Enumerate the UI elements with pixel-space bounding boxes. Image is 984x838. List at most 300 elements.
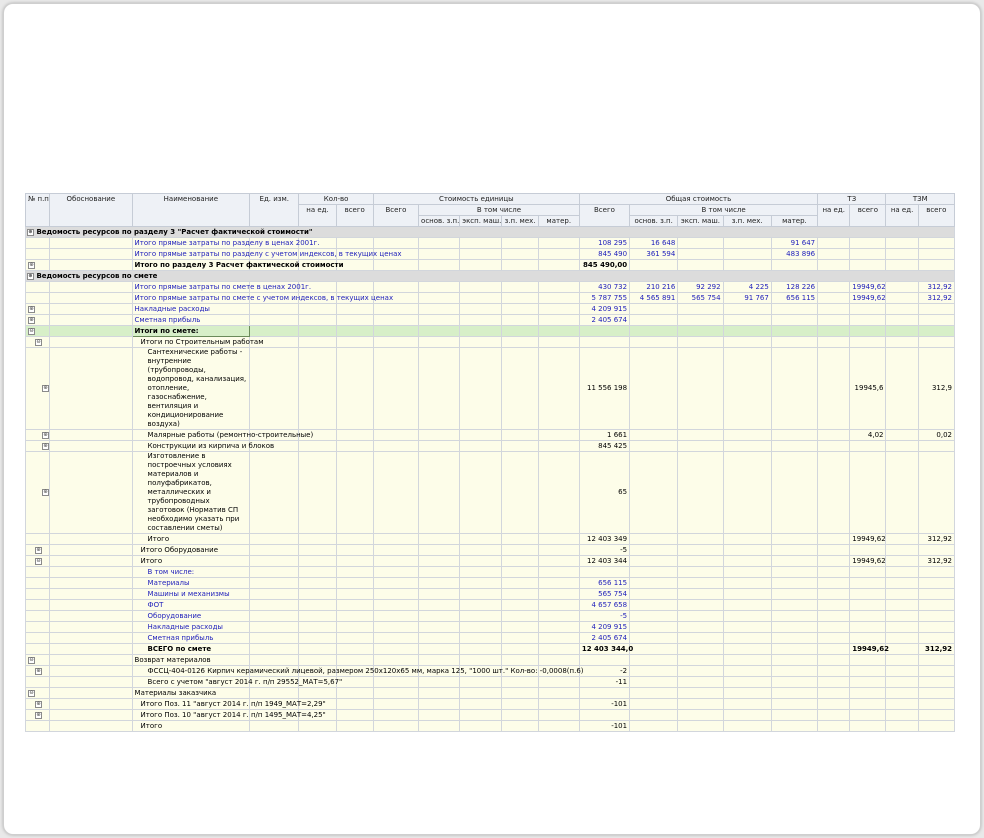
uc-total-cell (373, 721, 418, 732)
basis-cell (50, 534, 132, 545)
tz-total-cell (850, 710, 886, 721)
uc-mach-cell (460, 260, 502, 271)
uc-total-cell (373, 260, 418, 271)
expand-icon[interactable]: ⊕ (36, 700, 41, 707)
tzm-total-cell: 312,92 (918, 293, 954, 304)
total-cost-cell (579, 326, 629, 337)
tz-unit-cell (818, 238, 850, 249)
table-row[interactable] (26, 710, 955, 721)
uc-mat-cell (538, 249, 579, 260)
name-cell[interactable]: Итого (132, 534, 250, 545)
col-tc-wage-header[interactable]: основ. з.п. (630, 216, 678, 227)
col-tzm-total-header[interactable]: всего (918, 205, 954, 227)
total-cost-cell: -2 (579, 666, 629, 677)
tz-unit-cell (818, 567, 850, 578)
table-row[interactable] (26, 304, 955, 315)
tz-total-cell (850, 677, 886, 688)
expand-icon[interactable]: ⊕ (43, 384, 48, 391)
row-num-cell (26, 578, 50, 589)
name-cell[interactable]: В том числе: (132, 567, 250, 578)
qty-total-cell (336, 326, 373, 337)
total-mat-cell (771, 452, 817, 534)
collapse-icon[interactable]: ⊖ (36, 557, 41, 564)
table-row[interactable] (26, 589, 955, 600)
col-tzm-header[interactable]: ТЗМ (886, 194, 955, 205)
total-cost-cell: 12 403 349 (579, 534, 629, 545)
col-tc-mwage-header[interactable]: з.п. мех. (723, 216, 771, 227)
unit-cell (250, 578, 299, 589)
name-cell[interactable]: Сантехнические работы - внутренние (трубопроводы, водопровод, канализация, отопление, газоснабжение, вентиляция и кондиционирование воздуха) (132, 348, 250, 430)
tzm-unit-cell (886, 260, 918, 271)
uc-mwage-cell (502, 655, 538, 666)
tzm-total-cell (918, 677, 954, 688)
tz-total-cell (850, 699, 886, 710)
collapse-icon[interactable]: ⊖ (29, 689, 34, 696)
total-wage-cell (630, 260, 678, 271)
table-row[interactable] (26, 282, 955, 293)
col-unit-header[interactable]: Ед. изм. (250, 194, 299, 227)
total-cost-cell: 4 209 915 (579, 622, 629, 633)
basis-cell (50, 441, 132, 452)
uc-wage-cell (419, 337, 460, 348)
name-cell[interactable]: Итого прямые затраты по разделу в ценах 2001г. (132, 238, 250, 249)
collapse-icon[interactable]: ⊖ (36, 338, 41, 345)
uc-wage-cell (419, 545, 460, 556)
name-cell[interactable]: Итого (132, 721, 250, 732)
total-mwage-cell: 91 767 (723, 293, 771, 304)
total-wage-cell (630, 545, 678, 556)
table-row[interactable] (26, 666, 955, 677)
name-cell[interactable]: Материалы (132, 578, 250, 589)
table-row[interactable] (26, 441, 955, 452)
qty-total-cell (336, 348, 373, 430)
table-row[interactable] (26, 430, 955, 441)
uc-mwage-cell (502, 710, 538, 721)
uc-wage-cell (419, 534, 460, 545)
tz-unit-cell (818, 348, 850, 430)
expand-icon[interactable]: ⊕ (36, 667, 41, 674)
table-row[interactable] (26, 260, 955, 271)
tz-unit-cell (818, 441, 850, 452)
total-cost-cell: 4 657 658 (579, 600, 629, 611)
expand-icon[interactable]: ⊕ (43, 488, 48, 495)
expand-icon[interactable]: ⊕ (29, 261, 34, 268)
qty-total-cell (336, 534, 373, 545)
name-cell[interactable]: Сметная прибыль (132, 633, 250, 644)
total-mach-cell (678, 430, 723, 441)
total-mat-cell (771, 441, 817, 452)
table-row[interactable] (26, 249, 955, 260)
name-cell[interactable]: Итого (132, 556, 250, 567)
uc-mwage-cell (502, 249, 538, 260)
col-total-cost-header[interactable]: Общая стоимость (579, 194, 817, 205)
tz-unit-cell (818, 249, 850, 260)
table-row[interactable] (26, 227, 955, 238)
uc-wage-cell (419, 304, 460, 315)
name-cell[interactable]: Итого прямые затраты по разделу с учетом индексов, в текущих ценах (132, 249, 250, 260)
expand-icon[interactable]: ⊕ (29, 316, 34, 323)
total-wage-cell: 210 216 (630, 282, 678, 293)
tz-unit-cell (818, 337, 850, 348)
basis-cell (50, 710, 132, 721)
total-mwage-cell (723, 677, 771, 688)
tz-total-cell: 19949,62 (850, 644, 886, 655)
expand-icon[interactable]: ⊕ (28, 228, 33, 235)
uc-wage-cell (419, 578, 460, 589)
total-mwage-cell (723, 545, 771, 556)
uc-mwage-cell (502, 293, 538, 304)
table-row[interactable] (26, 567, 955, 578)
uc-mat-cell (538, 545, 579, 556)
uc-mat-cell (538, 578, 579, 589)
total-mach-cell (678, 260, 723, 271)
uc-mwage-cell (502, 315, 538, 326)
total-cost-cell: 656 115 (579, 578, 629, 589)
total-mwage-cell (723, 337, 771, 348)
tzm-total-cell (918, 622, 954, 633)
total-mat-cell: 656 115 (771, 293, 817, 304)
uc-total-cell (373, 677, 418, 688)
uc-wage-cell (419, 710, 460, 721)
col-name-header[interactable]: Наименование (132, 194, 250, 227)
table-row[interactable] (26, 293, 955, 304)
uc-wage-cell (419, 699, 460, 710)
col-tzm-unit-header[interactable]: на ед. (886, 205, 918, 227)
qty-unit-cell (299, 633, 336, 644)
name-cell[interactable]: Всего с учетом "август 2014 г. п/п 29552_МАТ=5,67" (132, 677, 250, 688)
uc-mach-cell (460, 611, 502, 622)
uc-total-cell (373, 688, 418, 699)
basis-cell (50, 578, 132, 589)
col-tc-mach-header[interactable]: эксп. маш. (678, 216, 723, 227)
uc-wage-cell (419, 567, 460, 578)
expand-icon[interactable]: ⊕ (36, 546, 41, 553)
col-uc-wage-header[interactable]: основ. з.п. (419, 216, 460, 227)
col-basis-header[interactable]: Обоснование (50, 194, 132, 227)
uc-total-cell (373, 238, 418, 249)
uc-mach-cell (460, 721, 502, 732)
tzm-unit-cell (886, 578, 918, 589)
expand-icon[interactable]: ⊕ (43, 442, 48, 449)
qty-unit-cell (299, 622, 336, 633)
qty-unit-cell (299, 567, 336, 578)
section-title: Ведомость ресурсов по смете (36, 272, 158, 280)
row-num-cell (26, 556, 50, 567)
name-cell[interactable]: Машины и механизмы (132, 589, 250, 600)
tzm-total-cell: 312,9 (918, 348, 954, 430)
estimate-table (25, 193, 955, 732)
name-cell[interactable]: Накладные расходы (132, 304, 250, 315)
table-row[interactable] (26, 556, 955, 567)
table-row[interactable] (26, 271, 955, 282)
qty-total-cell (336, 430, 373, 441)
tz-total-cell: 19949,62 (850, 556, 886, 567)
uc-mach-cell (460, 622, 502, 633)
uc-mat-cell (538, 315, 579, 326)
total-mach-cell (678, 677, 723, 688)
table-row[interactable] (26, 545, 955, 556)
unit-cell (250, 315, 299, 326)
qty-total-cell (336, 337, 373, 348)
name-cell[interactable]: Итого прямые затраты по смете с учетом индексов, в текущих ценах (132, 293, 250, 304)
table-row[interactable] (26, 699, 955, 710)
uc-wage-cell (419, 441, 460, 452)
table-row[interactable] (26, 326, 955, 337)
total-mat-cell: 483 896 (771, 249, 817, 260)
col-unit-cost-header[interactable]: Стоимость единицы (373, 194, 579, 205)
total-mwage-cell (723, 304, 771, 315)
total-mach-cell (678, 545, 723, 556)
unit-cell (250, 633, 299, 644)
total-mach-cell (678, 589, 723, 600)
name-cell[interactable]: Малярные работы (ремонтно-строительные) (132, 430, 250, 441)
table-row[interactable] (26, 688, 955, 699)
total-mat-cell (771, 326, 817, 337)
name-cell[interactable]: Итоги по Строительным работам (132, 337, 250, 348)
basis-cell (50, 567, 132, 578)
tzm-total-cell (918, 337, 954, 348)
name-cell[interactable]: Сметная прибыль (132, 315, 250, 326)
uc-mwage-cell (502, 600, 538, 611)
total-mat-cell (771, 315, 817, 326)
unit-cell (250, 567, 299, 578)
table-row[interactable] (26, 534, 955, 545)
tzm-unit-cell (886, 688, 918, 699)
total-wage-cell: 361 594 (630, 249, 678, 260)
name-cell[interactable]: ВСЕГО по смете (132, 644, 250, 655)
tz-total-cell (850, 249, 886, 260)
uc-mwage-cell (502, 545, 538, 556)
collapse-icon[interactable]: ⊖ (29, 656, 34, 663)
uc-total-cell (373, 452, 418, 534)
total-cost-cell: 108 295 (579, 238, 629, 249)
tz-unit-cell (818, 666, 850, 677)
table-row[interactable] (26, 348, 955, 430)
name-cell[interactable]: Возврат материалов (132, 655, 250, 666)
uc-mwage-cell (502, 260, 538, 271)
basis-cell (50, 337, 132, 348)
table-row[interactable] (26, 600, 955, 611)
total-mwage-cell (723, 589, 771, 600)
uc-total-cell (373, 578, 418, 589)
total-mwage-cell (723, 633, 771, 644)
tzm-unit-cell (886, 600, 918, 611)
name-cell[interactable]: ФССЦ-404-0126 Кирпич керамический лицевой, размером 250х120х65 мм, марка 125, "1000 шт." Кол-во: -0,0008(п.6) (132, 666, 250, 677)
uc-total-cell (373, 304, 418, 315)
uc-wage-cell (419, 622, 460, 633)
qty-total-cell (336, 699, 373, 710)
total-mwage-cell (723, 348, 771, 430)
total-mach-cell: 565 754 (678, 293, 723, 304)
col-qty-unit-header[interactable]: на ед. (299, 205, 336, 227)
uc-total-cell (373, 337, 418, 348)
uc-mat-cell (538, 282, 579, 293)
total-mach-cell (678, 452, 723, 534)
total-wage-cell (630, 556, 678, 567)
total-mat-cell (771, 589, 817, 600)
name-cell[interactable]: Конструкции из кирпича и блоков (132, 441, 250, 452)
table-row[interactable] (26, 633, 955, 644)
col-uc-mach-header[interactable]: эксп. маш. (460, 216, 502, 227)
uc-total-cell (373, 545, 418, 556)
uc-mat-cell (538, 677, 579, 688)
tz-total-cell: 4,02 (850, 430, 886, 441)
uc-mat-cell (538, 293, 579, 304)
row-num-cell (26, 699, 50, 710)
basis-cell (50, 238, 132, 249)
total-wage-cell (630, 633, 678, 644)
collapse-icon[interactable]: ⊖ (29, 327, 34, 334)
uc-mach-cell (460, 430, 502, 441)
uc-mat-cell (538, 430, 579, 441)
basis-cell (50, 315, 132, 326)
table-row[interactable] (26, 677, 955, 688)
col-qty-header[interactable]: Кол-во (299, 194, 373, 205)
uc-mach-cell (460, 655, 502, 666)
tz-unit-cell (818, 430, 850, 441)
row-num-cell (26, 249, 50, 260)
table-row[interactable] (26, 611, 955, 622)
uc-mat-cell (538, 699, 579, 710)
uc-mach-cell (460, 452, 502, 534)
uc-mwage-cell (502, 589, 538, 600)
col-tz-header[interactable]: ТЗ (818, 194, 886, 205)
table-row[interactable] (26, 238, 955, 249)
name-cell[interactable]: Накладные расходы (132, 622, 250, 633)
tzm-unit-cell (886, 710, 918, 721)
uc-mach-cell (460, 578, 502, 589)
uc-mat-cell (538, 655, 579, 666)
tzm-unit-cell (886, 534, 918, 545)
basis-cell (50, 633, 132, 644)
total-wage-cell (630, 589, 678, 600)
tzm-unit-cell (886, 666, 918, 677)
col-tz-unit-header[interactable]: на ед. (818, 205, 850, 227)
unit-cell (250, 556, 299, 567)
uc-mwage-cell (502, 304, 538, 315)
uc-total-cell (373, 611, 418, 622)
total-mat-cell (771, 304, 817, 315)
tzm-total-cell (918, 600, 954, 611)
total-wage-cell (630, 655, 678, 666)
total-mach-cell (678, 304, 723, 315)
expand-icon[interactable]: ⊕ (36, 711, 41, 718)
total-mach-cell (678, 721, 723, 732)
unit-cell (250, 622, 299, 633)
table-row[interactable] (26, 315, 955, 326)
tzm-total-cell (918, 567, 954, 578)
table-row[interactable] (26, 578, 955, 589)
total-mach-cell (678, 622, 723, 633)
uc-mwage-cell (502, 430, 538, 441)
row-num-cell (26, 589, 50, 600)
col-tc-mat-header[interactable]: матер. (771, 216, 817, 227)
name-cell[interactable]: Итого Поз. 11 "август 2014 г. п/п 1949_МАТ=2,29" (132, 699, 250, 710)
name-cell[interactable]: Оборудование (132, 611, 250, 622)
table-row[interactable] (26, 622, 955, 633)
row-num-cell (26, 666, 50, 677)
expand-icon[interactable]: ⊕ (28, 272, 33, 279)
tzm-unit-cell (886, 452, 918, 534)
table-row[interactable] (26, 337, 955, 348)
total-cost-cell: -101 (579, 699, 629, 710)
uc-mat-cell (538, 710, 579, 721)
table-row[interactable] (26, 644, 955, 655)
row-num-cell (26, 293, 50, 304)
table-row[interactable] (26, 655, 955, 666)
qty-total-cell (336, 556, 373, 567)
basis-cell (50, 545, 132, 556)
total-mwage-cell (723, 622, 771, 633)
col-uc-mat-header[interactable]: матер. (538, 216, 579, 227)
qty-unit-cell (299, 315, 336, 326)
section-header-cell[interactable] (26, 227, 955, 238)
name-cell[interactable]: ФОТ (132, 600, 250, 611)
total-wage-cell (630, 721, 678, 732)
row-num-cell (26, 238, 50, 249)
col-uc-total-header[interactable]: Всего (373, 205, 418, 227)
col-qty-total-header[interactable]: всего (336, 205, 373, 227)
basis-cell (50, 293, 132, 304)
qty-total-cell (336, 622, 373, 633)
total-mat-cell (771, 430, 817, 441)
tzm-total-cell (918, 688, 954, 699)
uc-mach-cell (460, 600, 502, 611)
qty-total-cell (336, 721, 373, 732)
table-row[interactable] (26, 721, 955, 732)
name-cell[interactable]: Изготовление в построечных условиях материалов и полуфабрикатов, металлических и трубопроводных заготовок (Норматив СП необходимо указать при составлении сметы) (132, 452, 250, 534)
tzm-unit-cell (886, 655, 918, 666)
col-uc-incl-header: В том числе (419, 205, 580, 216)
tzm-total-cell (918, 326, 954, 337)
expand-icon[interactable]: ⊕ (29, 305, 34, 312)
section-header-cell[interactable] (26, 271, 955, 282)
uc-mat-cell (538, 556, 579, 567)
qty-total-cell (336, 315, 373, 326)
total-mat-cell: 128 226 (771, 282, 817, 293)
col-tc-total-header[interactable]: Всего (579, 205, 629, 227)
name-cell[interactable]: Материалы заказчика (132, 688, 250, 699)
tz-total-cell (850, 721, 886, 732)
tz-unit-cell (818, 534, 850, 545)
col-num-header[interactable]: № п.п (26, 194, 50, 227)
tz-total-cell (850, 304, 886, 315)
tzm-unit-cell (886, 589, 918, 600)
basis-cell (50, 699, 132, 710)
total-cost-cell: 4 209 915 (579, 304, 629, 315)
name-cell[interactable]: Итого прямые затраты по смете в ценах 2001г. (132, 282, 250, 293)
col-uc-mwage-header[interactable]: з.п. мех. (502, 216, 538, 227)
uc-total-cell (373, 556, 418, 567)
row-num-cell (26, 622, 50, 633)
total-cost-cell: 65 (579, 452, 629, 534)
name-cell[interactable]: Итого Оборудование (132, 545, 250, 556)
qty-unit-cell (299, 534, 336, 545)
uc-wage-cell (419, 249, 460, 260)
total-mat-cell (771, 556, 817, 567)
name-cell[interactable]: Итоги по смете: (132, 326, 250, 337)
table-row[interactable] (26, 452, 955, 534)
name-cell[interactable]: Итого по разделу 3 Расчет фактической стоимости (132, 260, 250, 271)
row-num-cell (26, 315, 50, 326)
qty-unit-cell (299, 611, 336, 622)
uc-mwage-cell (502, 699, 538, 710)
expand-icon[interactable]: ⊕ (43, 431, 48, 438)
total-mach-cell (678, 441, 723, 452)
col-tz-total-header[interactable]: всего (850, 205, 886, 227)
row-num-cell (26, 337, 50, 348)
name-cell[interactable]: Итого Поз. 10 "август 2014 г. п/п 1495_МАТ=4,25" (132, 710, 250, 721)
